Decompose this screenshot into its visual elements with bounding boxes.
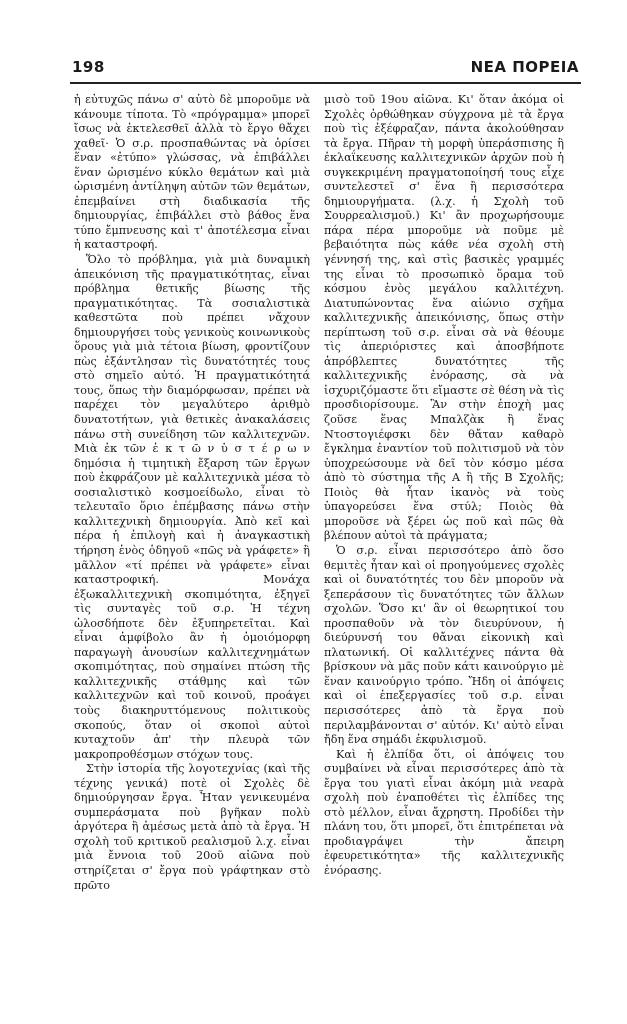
running-head-title: ΝΕΑ ΠΟΡΕΙΑ — [470, 58, 579, 76]
paragraph: Καὶ ἡ ἐλπίδα ὅτι, οἱ ἀπόψεις του συμβαίνει νὰ εἶναι περισσότερες ἀπὸ τὰ ἔργα του γιατὶ εἶναι ἀκόμη μιὰ νεαρὰ σχολὴ ποὺ ἐναποθέτει τὶς ἐλπίδες της στὸ μέλλον, εἶναι ἄχρηστη. Προδίδει τὴν πλάνη του, ὅτι μπορεῖ, ὅτι ἐπιτρέπεται νὰ προδιαγράψει τὴν ἄπειρη ἐφευρετικότητα» τῆς καλλιτεχνικῆς ἐνόρασης. — [324, 747, 564, 877]
header-rule — [70, 82, 581, 84]
left-text-column — [74, 93, 310, 893]
page-number: 198 — [72, 58, 105, 76]
paragraph: ἡ εὐτυχῶς πάνω σ' αὐτὸ δὲ μποροῦμε νὰ κάνουμε τίποτα. Τὸ «πρόγραμμα» μπορεῖ ἴσως νὰ ἐκτελεσθεῖ ἀλλὰ τὸ ἔργο θἄχει χαθεῖ· Ὁ σ.ρ. προσπαθώντας νὰ ὁρίσει ἕναν «ἐτύπο» γλώσσας, νὰ ἐπιβάλλει ἕναν ὡρισμένο κύκλο θεμάτων καὶ μιὰ ὡρισμένη ἀντίληψη αὐτῶν τῶν θεμάτων, ἐπεμβαίνει στὴ διαδικασία τῆς δημιουργίας, ἐπιβάλλει στὸ βάθος ἕνα τύπο ἔμπνευσης καὶ τ' ἀποτέλεσμα εἶναι ἡ καταστροφή. — [74, 93, 310, 252]
paragraph: Ὁ σ.ρ. εἶναι περισσότερο ἀπὸ ὅσο θεμιτὲς ἦταν καὶ οἱ προηγούμενες σχολὲς καὶ οἱ δυνατότητές του δὲν μποροῦν νὰ ξεπεράσουν τὶς δυνατότητες τῶν ἄλλων σχολῶν. Ὅσο κι' ἂν οἱ θεωρητικοί του προσπαθοῦν νὰ τὸν διευρύνουν, ἡ διεύρυνσή του θἄναι εἰκονικὴ καὶ πλατωνική. Οἱ καλλιτέχνες πάντα θὰ βρίσκουν νὰ μᾶς ποῦν κάτι καινούργιο μὲ ἕναν καινούργιο τρόπο. Ἤδη οἱ ἀπόψεις καὶ οἱ ἐπεξεργασίες τοῦ σ.ρ. εἶναι περισσότερες ἀπὸ τὰ ἔργα ποὺ περιλαμβάνονται σ' αὐτόν. Κι' αὐτὸ εἶναι ἤδη ἕνα σημάδι ἐκφυλισμοῦ. — [324, 543, 564, 747]
paragraph: Στὴν ἱστορία τῆς λογοτεχνίας (καὶ τῆς τέχνης γενικά) ποτὲ οἱ Σχολὲς δὲ δημιούργησαν ἔργα. Ἦταν γενικευμένα συμπεράσματα ποὺ βγῆκαν πολὺ ἀργότερα ἢ ἀμέσως μετὰ ἀπὸ τὰ ἔργα. Ἡ σχολὴ τοῦ κριτικοῦ ρεαλισμοῦ λ.χ. εἶναι μιὰ ἔννοια τοῦ 20οῦ αἰῶνα ποὺ στηρίζεται σ' ἔργα ποὺ γράφτηκαν στὸ πρῶτο — [74, 762, 310, 892]
paragraph: Ὅλο τὸ πρόβλημα, γιὰ μιὰ δυναμικὴ ἀπεικόνιση τῆς πραγματικότητας, εἶναι πρόβλημα θετικῆς βίωσης τῆς πραγματικότητας. Τὰ σοσιαλιστικὰ καθεστῶτα ποὺ πρέπει νἄχουν δημιουργήσει τοὺς γενικοὺς κοινωνικοὺς ὅρους γιὰ μιὰ τέτοια βίωση, φροντίζουν πὼς ἐξάντλησαν τὶς δυνατότητές τους στὸ σημεῖο αὐτό. Ἡ πραγματικότητά τους, ὅπως τὴν διαμόρφωσαν, πρέπει νὰ παρέχει τὸν μεγαλύτερο ἀριθμὸ δυνατοτήτων, γιὰ θετικὲς ἀνακαλάσεις πάνω στὴ συνείδηση τῶν καλλιτεχνῶν. Μιὰ ἐκ τῶν ἐ κ τ ῶ ν ὑ σ τ έ ρ ω ν δημόσια ἡ τιμητικὴ ἔξαρση τῶν ἔργων ποὺ ἐκφράζουν μὲ καλλιτεχνικὰ μέσα τὸ σοσιαλιστικὸ κοσμοείδωλο, εἶναι τὸ τελευταῖο ὅριο ἐπέμβασης πάνω στὴν καλλιτεχνικὴ δημιουργία. Ἀπὸ κεῖ καὶ πέρα ἡ ἐπιλογὴ καὶ ἡ ἀναγκαστικὴ τήρηση ἑνὸς ὁδηγοῦ «πῶς νὰ γράφετε» ἢ μᾶλλον «τί πρέπει νὰ γράφετε» εἶναι καταστροφική. Μονάχα ἐξωκαλλιτεχνικὴ σκοπιμότητα, ἐξηγεῖ τὶς συνταγὲς τοῦ σ.ρ. Ἡ τέχνη ὡλοσδήποτε δὲν ἐξυπηρετεῖται. Καὶ εἶναι ἀμφίβολο ἂν ἡ ὁμοιόμορφη παραγωγὴ ἀνουσίων καλλιτεχνημάτων σκοπιμότητας, ποὺ σημαίνει πτώση τῆς καλλιτεχνικῆς στάθμης καὶ τῶν καλλιτεχνῶν καὶ τοῦ κοινοῦ, προάγει τοὺς διακηρυττόμενους πολιτικοὺς σκοπούς, ὅταν οἱ σκοποὶ αὐτοὶ κυταχτοῦν ἀπ' τὴν πλευρὰ τῶν μακροπροθέσμων στόχων τους. — [74, 253, 310, 761]
paragraph: μισὸ τοῦ 19ου αἰῶνα. Κι' ὅταν ἀκόμα οἱ Σχολὲς ὀρθώθηκαν σύγχρονα μὲ τὰ ἔργα ποὺ τὶς ἐξέφραζαν, πάντα ἀκολούθησαν τὰ ἔργα. Πῆραν τὴ μορφὴ ὑπεράσπισης ἢ ἐκλαΐκευσης καλλιτεχνικῶν ἀρχῶν ποὺ ἡ συγκεκριμένη πραγματοποίησή τους εἶχε συντελεστεῖ σ' ἕνα ἢ περισσότερα δημιουργήματα. (λ.χ. ἡ Σχολὴ τοῦ Σουρρεαλισμοῦ.) Κι' ἂν προχωρήσουμε πάρα πέρα μποροῦμε νὰ ποῦμε μὲ βεβαιότητα πὼς κάθε νέα σχολὴ στὴ γέννησή της, καὶ στὶς βασικὲς γραμμές της εἶναι τὸ προσωπικὸ ὅραμα τοῦ κόσμου ἑνὸς μεγάλου καλλιτέχνη. Διατυπώνοντας ἕνα αἰώνιο σχῆμα καλλιτεχνικῆς ἀπεικόνισης, ὅπως στὴν περίπτωση τοῦ σ.ρ. εἶναι σὰ νὰ θέουμε τὶς ἀπεριόριστες καὶ ἀποσβήποτε ἀπρόβλεπτες δυνατότητες τῆς καλλιτεχνικῆς ἐνόρασης, σὰ νὰ ἰσχυριζόμαστε ὅτι εἴμαστε σὲ θέση νὰ τὶς προσδιορίσουμε. Ἂν στὴν ἐποχὴ μας ζοῦσε ἕνας Μπαλζὰκ ἢ ἕνας Ντοστογιέφσκι δὲν θἄταν καθαρὸ ἔγκλημα ἐναντίον τοῦ πολιτισμοῦ νὰ τὸν ὑποχρεώσουμε νὰ δεῖ τὸν κόσμο μέσα ἀπὸ τὸ σύστημα τῆς Α ἢ τῆς Β Σχολῆς; Ποιὸς θὰ ἦταν ἱκανὸς νὰ τοὺς ὑπαγορεύσει ἕνα στύλ; Ποιὸς θὰ μποροῦσε νὰ ξέρει ὡς ποῦ καὶ πῶς θὰ βλέπουν αὐτοὶ τὰ πράγματα; — [324, 93, 564, 543]
right-text-column — [324, 93, 564, 879]
